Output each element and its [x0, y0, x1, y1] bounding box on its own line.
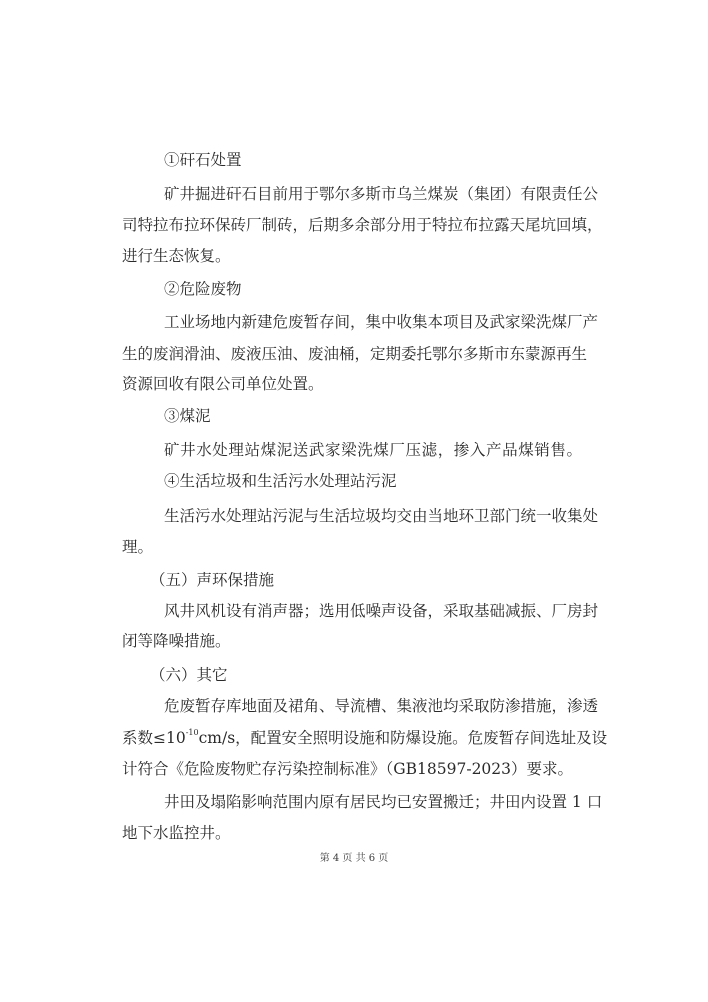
- paragraph-line: 矿井水处理站煤泥送武家梁洗煤厂压滤，掺入产品煤销售。: [164, 441, 583, 459]
- paragraph-line: 资源回收有限公司单位处置。: [122, 375, 324, 393]
- paragraph-line: 进行生态恢复。: [122, 247, 231, 265]
- paragraph-line: 地下水监控井。: [122, 824, 231, 842]
- paragraph-line: 风井风机设有消声器；选用低噪声设备，采取基础减振、厂房封: [164, 602, 599, 620]
- paragraph-line: 井田及塌陷影响范围内原有居民均已安置搬迁；井田内设置 1 口: [164, 793, 603, 811]
- paragraph-line: 理。: [122, 538, 154, 556]
- paragraph-line-permeability: [122, 728, 607, 748]
- heading-domestic-waste: ④生活垃圾和生活污水处理站污泥: [164, 472, 397, 490]
- paragraph-line: 计符合《危险废物贮存污染控制标准》（GB18597-2023）要求。: [122, 760, 574, 778]
- permeability-suffix: cm/s，配置安全照明设施和防爆设施。危废暂存间选址及设: [198, 729, 608, 747]
- heading-coal-slime: ③煤泥: [164, 407, 211, 425]
- paragraph-line: 生的废润滑油、废液压油、废油桶，定期委托鄂尔多斯市东蒙源再生: [122, 345, 588, 363]
- paragraph-line: 矿井掘进矸石目前用于鄂尔多斯市乌兰煤炭（集团）有限责任公: [164, 185, 599, 203]
- heading-noise-measures: （五）声环保措施: [150, 571, 275, 589]
- paragraph-line: 工业场地内新建危废暂存间，集中收集本项目及武家梁洗煤厂产: [164, 313, 599, 331]
- paragraph-line: 生活污水处理站污泥与生活垃圾均交由当地环卫部门统一收集处: [164, 507, 599, 525]
- paragraph-line: 闭等降噪措施。: [122, 632, 231, 650]
- paragraph-line: 司特拉布拉环保砖厂制砖，后期多余部分用于特拉布拉露天尾坑回填，: [122, 216, 603, 234]
- permeability-exponent: -10: [185, 728, 199, 737]
- heading-hazardous-waste: ②危险废物: [164, 280, 242, 298]
- page-number-footer: 第 4 页 共 6 页: [319, 853, 389, 864]
- permeability-prefix: 系数≤10: [122, 729, 186, 747]
- heading-other: （六）其它: [150, 666, 228, 684]
- heading-gangue-disposal: ①矸石处置: [164, 151, 242, 169]
- paragraph-line: 危废暂存库地面及裙角、导流槽、集液池均采取防渗措施，渗透: [164, 697, 599, 715]
